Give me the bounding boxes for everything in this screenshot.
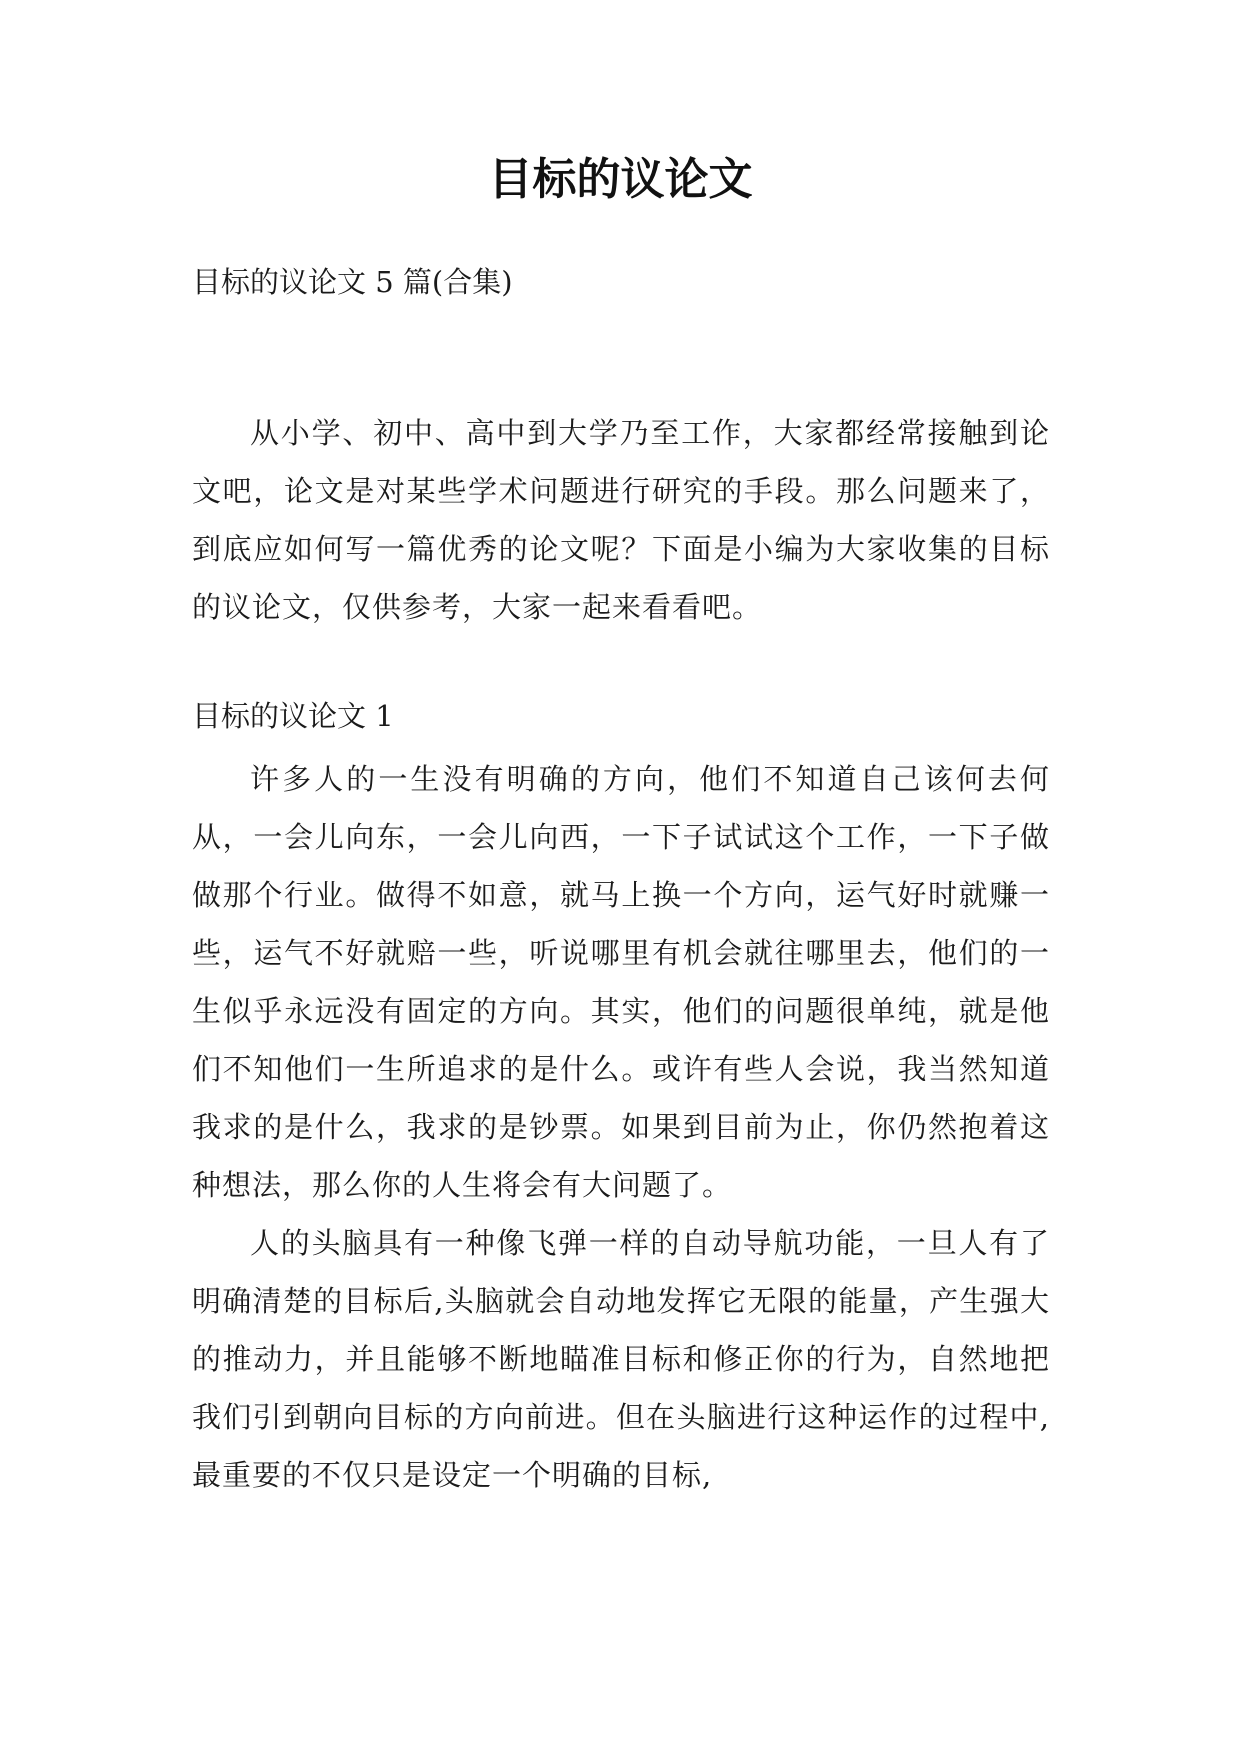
body-paragraph: 许多人的一生没有明确的方向，他们不知道自己该何去何从，一会儿向东，一会儿向西，一下子试试这个工作，一下子做做那个行业。做得不如意，就马上换一个方向，运气好时就赚一些，运气不好就赔一些，听说哪里有机会就往哪里去，他们的一生似乎永远没有固定的方向。其实，他们的问题很单纯，就是他们不知他们一生所追求的是什么。或许有些人会说，我当然知道我求的是什么，我求的是钞票。如果到目前为止，你仍然抱着这种想法，那么你的人生将会有大问题了。 [192, 762, 1050, 1202]
essay-section-1 [192, 696, 1050, 1504]
document-subtitle: 目标的议论文 5 篇(合集) [192, 265, 513, 299]
intro-paragraph: 从小学、初中、高中到大学乃至工作，大家都经常接触到论文吧，论文是对某些学术问题进行研究的手段。那么问题来了，到底应如何写一篇优秀的论文呢？下面是小编为大家收集的目标的议论文，仅供参考，大家一起来看看吧。 [192, 416, 1050, 624]
body-paragraph: 人的头脑具有一种像飞弹一样的自动导航功能，一旦人有了明确清楚的目标后,头脑就会自动地发挥它无限的能量，产生强大的推动力，并且能够不断地瞄准目标和修正你的行为，自然地把我们引到朝向目标的方向前进。但在头脑进行这种运作的过程中,最重要的不仅只是设定一个明确的目标, [192, 1226, 1050, 1492]
document-title: 目标的议论文 [488, 154, 753, 205]
section-heading: 目标的议论文 1 [192, 699, 394, 733]
